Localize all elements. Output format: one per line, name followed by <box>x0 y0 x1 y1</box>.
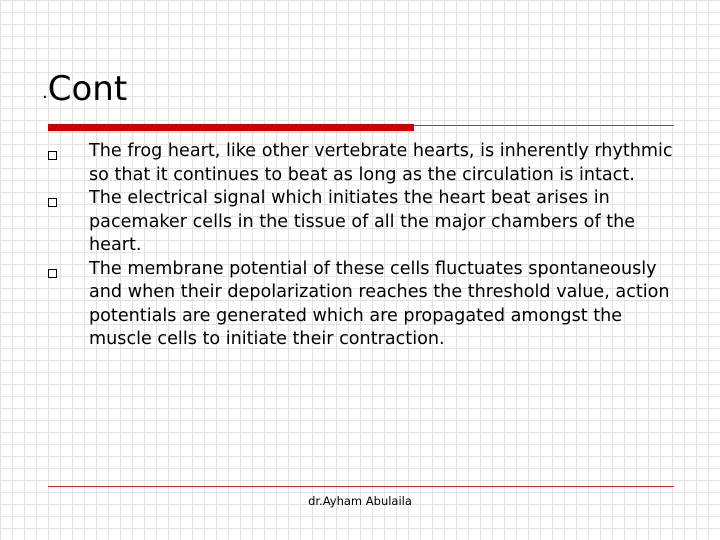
title-underline-thick <box>48 124 414 131</box>
footer-author: dr.Ayham Abulaila <box>308 494 412 508</box>
square-bullet-icon <box>48 151 57 160</box>
bullet-item-2 <box>0 187 720 258</box>
slide-title <box>42 69 128 109</box>
square-bullet-icon <box>48 198 57 207</box>
bullet-text-1: The frog heart, like other vertebrate hearts, is inherently rhythmic so that it continues to beat as long as the circulation is intact. <box>89 141 673 185</box>
bullet-text-3: The membrane potential of these cells fluctuates spontaneously and when their depolarization reaches the threshold value, action potentials are generated which are propagated amongst the muscle cells to initiate their contraction. <box>89 258 670 349</box>
square-bullet-icon <box>48 269 57 278</box>
title-prefix: . <box>42 82 48 103</box>
footer-divider <box>48 486 674 487</box>
bullet-item-3 <box>0 258 720 352</box>
bullet-list <box>0 140 720 352</box>
bullet-text-2: The electrical signal which initiates the heart beat arises in pacemaker cells in the tissue of all the major chambers of the heart. <box>89 188 636 255</box>
title-underline-thin <box>414 125 674 126</box>
bullet-item-1 <box>0 140 720 187</box>
title-text: Cont <box>47 69 128 109</box>
